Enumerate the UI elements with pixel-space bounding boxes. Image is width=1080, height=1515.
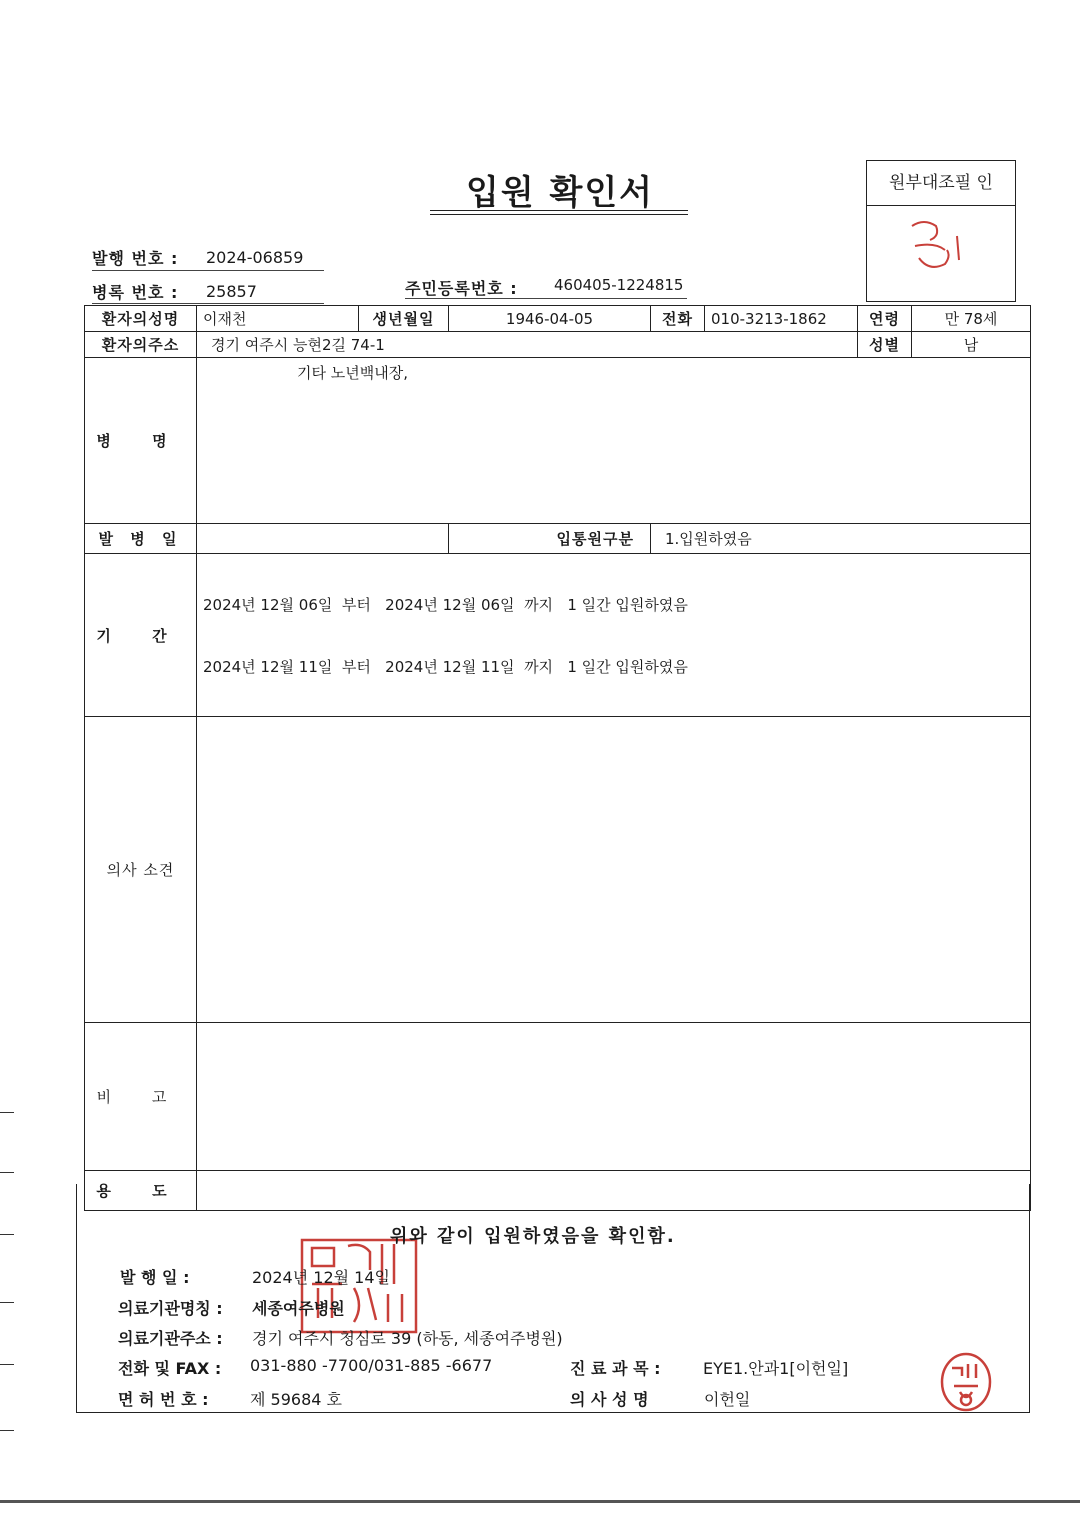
- table-row: [85, 358, 1031, 524]
- issue-number-value: 2024-06859: [206, 248, 304, 267]
- resident-number-label: 주민등록번호 :: [405, 279, 518, 298]
- onset-value: [197, 524, 449, 554]
- title-underline: [430, 210, 688, 211]
- visit-type-label: 입통원구분: [449, 524, 651, 554]
- remarks-label: 비 고: [85, 1023, 197, 1171]
- department-value: EYE1.안과1[이헌일]: [703, 1359, 849, 1378]
- dob-label: 생년월일: [359, 306, 449, 332]
- age-label: 연령: [858, 306, 912, 332]
- remarks-value: [197, 1023, 1031, 1171]
- record-number-value: 25857: [206, 282, 257, 301]
- table-row: [85, 554, 1031, 717]
- period-line-2: 2024년 12월 11일 부터 2024년 12월 11일 까지 1 일간 입원하였음: [203, 658, 688, 676]
- issue-number-underline: [92, 270, 324, 271]
- tel-fax-value: 031-880 -7700/031-885 -6677: [250, 1356, 493, 1375]
- opinion-label: 의사 소견: [85, 717, 197, 1023]
- opinion-value: [197, 717, 1031, 1023]
- period-label: 기 간: [85, 554, 197, 717]
- patient-name-label: 환자의성명: [85, 306, 197, 332]
- phone-value: 010-3213-1862: [705, 306, 858, 332]
- address-label: 환자의주소: [85, 332, 197, 358]
- table-row: [85, 306, 1031, 332]
- onset-label: 발 병 일: [85, 524, 197, 554]
- issue-date-label: 발 행 일 :: [120, 1268, 190, 1287]
- period-lines: [197, 554, 1031, 717]
- table-row: [85, 717, 1031, 1023]
- visit-type-value: 1.입원하였음: [651, 524, 1031, 554]
- scan-edge-mark: [0, 1112, 14, 1113]
- table-row: [85, 332, 1031, 358]
- table-row: [85, 1023, 1031, 1171]
- dob-value: 1946-04-05: [449, 306, 651, 332]
- scan-edge-mark: [0, 1364, 14, 1365]
- diagnosis-value: 기타 노년백내장,: [197, 358, 1031, 524]
- institution-name-value: 세종여주병원: [252, 1299, 345, 1318]
- scan-edge-mark: [0, 1430, 14, 1431]
- record-number-label: 병록 번호 :: [92, 283, 179, 302]
- period-line-1: 2024년 12월 06일 부터 2024년 12월 06일 까지 1 일간 입원하였음: [203, 596, 688, 614]
- resident-number-underline: [405, 298, 687, 299]
- tel-fax-label: 전화 및 FAX :: [118, 1359, 222, 1378]
- record-number-underline: [92, 303, 324, 304]
- diagnosis-label: 병 명: [85, 358, 197, 524]
- scan-edge-mark: [0, 1172, 14, 1173]
- doctor-seal-icon: [938, 1350, 994, 1414]
- issue-date-value: 2024년 12월 14일: [252, 1268, 390, 1287]
- admission-info-table: [84, 305, 1031, 1211]
- title-underline-2: [430, 214, 688, 215]
- sex-label: 성별: [858, 332, 912, 358]
- institution-address-label: 의료기관주소 :: [118, 1329, 223, 1348]
- resident-number-value: 460405-1224815: [554, 276, 684, 294]
- scan-edge-mark: [0, 1234, 14, 1235]
- scan-edge-mark: [0, 1302, 14, 1303]
- license-number-value: 제 59684 호: [250, 1390, 342, 1409]
- institution-address-value: 경기 여주시 청심로 39 (하동, 세종여주병원): [252, 1329, 563, 1348]
- address-value: 경기 여주시 능현2길 74-1: [197, 332, 858, 358]
- institution-name-label: 의료기관명칭 :: [118, 1299, 223, 1318]
- scan-bottom-edge: [0, 1500, 1080, 1503]
- issue-number-label: 발행 번호 :: [92, 249, 179, 268]
- confirmation-statement: 위와 같이 입원하였음을 확인함.: [390, 1226, 676, 1247]
- phone-label: 전화: [651, 306, 705, 332]
- age-value: 만 78세: [912, 306, 1031, 332]
- verification-seal-box: [866, 160, 1016, 302]
- purpose-label: 용 도: [85, 1171, 197, 1211]
- sex-value: 남: [912, 332, 1031, 358]
- table-row: [85, 524, 1031, 554]
- seal-box-label: 원부대조필 인: [867, 161, 1015, 206]
- patient-name-value: 이재천: [197, 306, 359, 332]
- document-title: 입원 확인서: [465, 173, 655, 213]
- doctor-name-value: 이헌일: [704, 1390, 751, 1409]
- doctor-name-label: 의 사 성 명: [570, 1390, 649, 1409]
- verification-stamp-icon: [867, 206, 1015, 300]
- license-number-label: 면 허 번 호 :: [118, 1390, 209, 1409]
- department-label: 진 료 과 목 :: [570, 1359, 661, 1378]
